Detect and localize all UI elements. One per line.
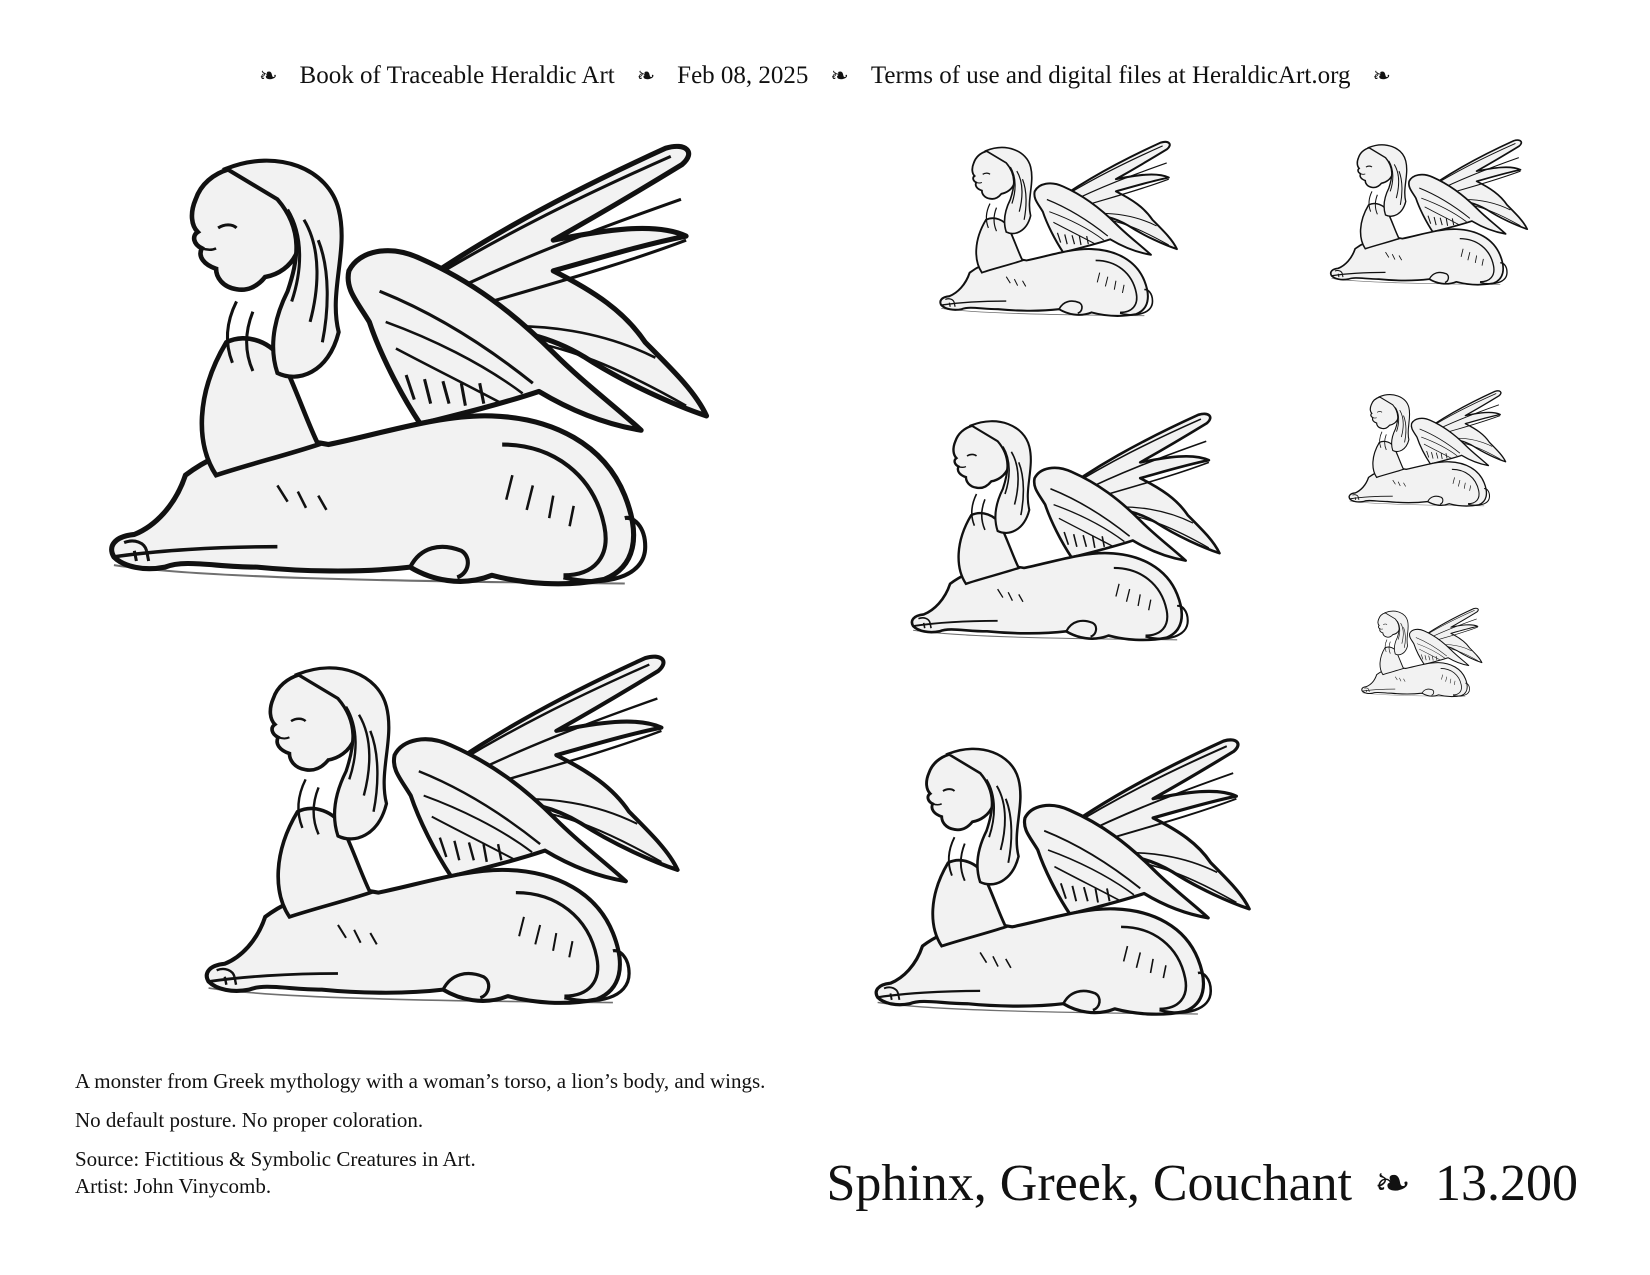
charge-name: Sphinx, Greek, Couchant bbox=[826, 1154, 1353, 1212]
sphinx-illustration-large bbox=[175, 650, 695, 1022]
fleuron-icon: ❧ bbox=[1374, 1158, 1411, 1208]
artist-credit: Artist: John Vinycomb. bbox=[75, 1174, 272, 1198]
fleuron-icon: ❧ bbox=[636, 63, 656, 88]
book-title: Book of Traceable Heraldic Art bbox=[299, 62, 615, 89]
sphinx-illustration-medium bbox=[925, 138, 1185, 326]
sphinx-illustration-large bbox=[70, 138, 730, 608]
posture-note: No default posture. No proper coloration. bbox=[75, 1108, 424, 1132]
description-text: A monster from Greek mythology with a woman’s torso, a lion’s body, and wings. bbox=[75, 1069, 766, 1093]
fleuron-icon: ❧ bbox=[830, 63, 849, 88]
fleuron-icon: ❧ bbox=[259, 63, 278, 88]
sphinx-illustration-medium bbox=[892, 408, 1230, 654]
sphinx-illustration-small bbox=[1318, 137, 1534, 293]
sphinx-illustration-medium bbox=[852, 732, 1262, 1032]
plate-number: 13.200 bbox=[1435, 1154, 1578, 1212]
source-citation: Source: Fictitious & Symbolic Creatures in Art. bbox=[75, 1147, 476, 1171]
page-header bbox=[0, 56, 1650, 96]
publication-date: Feb 08, 2025 bbox=[677, 62, 809, 89]
fleuron-icon: ❧ bbox=[1372, 63, 1391, 88]
plate-title bbox=[826, 1148, 1578, 1218]
sphinx-illustration-small bbox=[1354, 606, 1486, 702]
sphinx-illustration-small bbox=[1339, 388, 1511, 513]
terms-of-use: Terms of use and digital files at HeraldicArt.org bbox=[870, 62, 1351, 89]
